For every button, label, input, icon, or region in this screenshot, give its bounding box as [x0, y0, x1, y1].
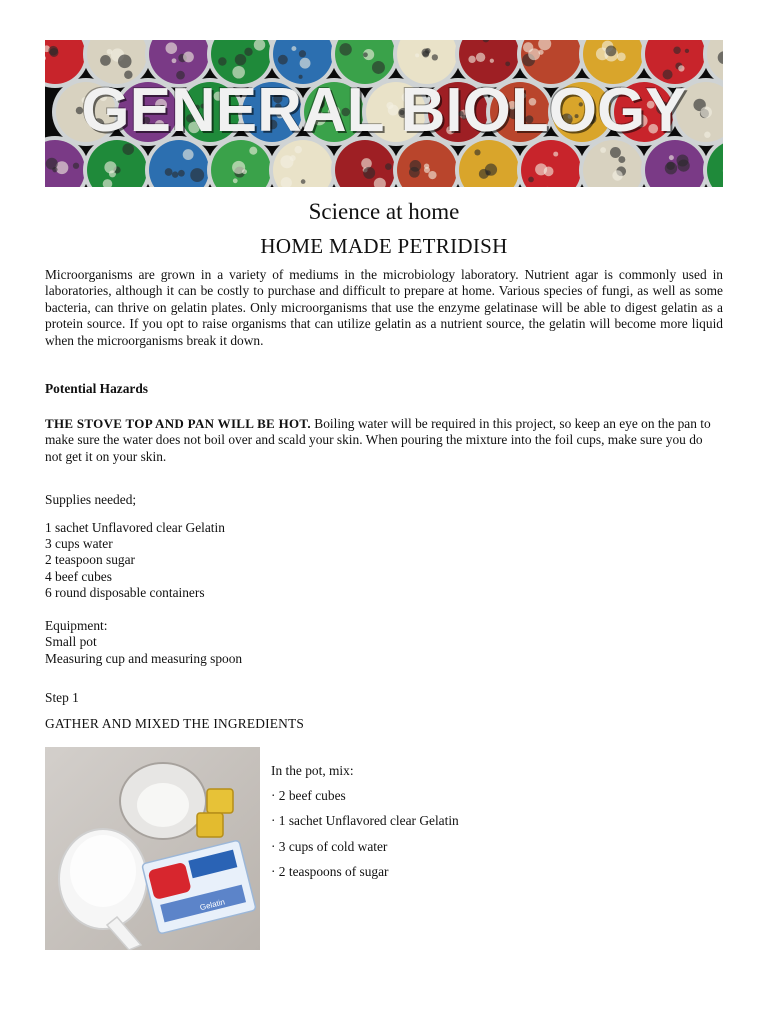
step-label: Step 1: [45, 689, 79, 705]
list-item: 6 round disposable containers: [45, 585, 205, 601]
hazards-paragraph: [45, 416, 723, 465]
page-title: HOME MADE PETRIDISH: [260, 234, 508, 258]
list-item: Measuring cup and measuring spoon: [45, 650, 243, 666]
supplies-list: [45, 520, 723, 602]
hazard-warning: THE STOVE TOP AND PAN WILL BE HOT.: [45, 416, 311, 432]
list-item: Small pot: [45, 634, 97, 650]
svg-text:Gelatin: Gelatin: [198, 897, 226, 912]
subtitle: Science at home: [308, 199, 460, 224]
sugar: [137, 783, 189, 827]
hazards-heading: Potential Hazards: [45, 381, 149, 397]
list-item: · 2 teaspoons of sugar: [271, 864, 389, 880]
list-item: · 2 beef cubes: [271, 787, 346, 803]
banner-title: GENERAL BIOLOGY: [81, 76, 687, 145]
mix-label: In the pot, mix:: [271, 762, 354, 778]
ingredients-photo: [45, 747, 260, 950]
list-item: 3 cups water: [45, 536, 113, 552]
hazard-text: Boiling water will be required in this project, so keep an eye on the pan to make sure the water does not boil over and scald your skin. When pouring the mixture into the foil cups, make sure you do not get it on your skin.: [45, 416, 711, 464]
supplies-heading: Supplies needed;: [45, 492, 137, 508]
intro-paragraph: Microorganisms are grown in a variety of mediums in the microbiology laboratory. Nutrient agar is commonly used in laboratories, although it can be costly to purchase and difficult to prepare at home. Various species of fungi, as well as some bacteria, can thrive on gelatin plates. Only microorganisms that use the enzyme gelatinase will be able to digest gelatin as a protein source. If you opt to raise organisms that can utilize gelatin as a nutrient source, the gelatin will become more liquid when the microorganisms break it down.: [45, 267, 723, 348]
list-item: 2 teaspoon sugar: [45, 552, 135, 568]
list-item: 1 sachet Unflavored clear Gelatin: [45, 519, 225, 535]
beef-cube: [207, 789, 233, 813]
list-item: · 1 sachet Unflavored clear Gelatin: [271, 813, 459, 829]
document-page: [45, 40, 723, 951]
beef-cube: [197, 813, 223, 837]
step-heading: GATHER AND MIXED THE INGREDIENTS: [45, 716, 305, 732]
mix-instructions: [271, 763, 459, 890]
banner: [45, 40, 723, 187]
list-item: 4 beef cubes: [45, 568, 112, 584]
equipment-heading: Equipment:: [45, 617, 108, 633]
step-1-content: [45, 747, 723, 951]
equipment-list: [45, 618, 723, 667]
list-item: · 3 cups of cold water: [271, 838, 388, 854]
